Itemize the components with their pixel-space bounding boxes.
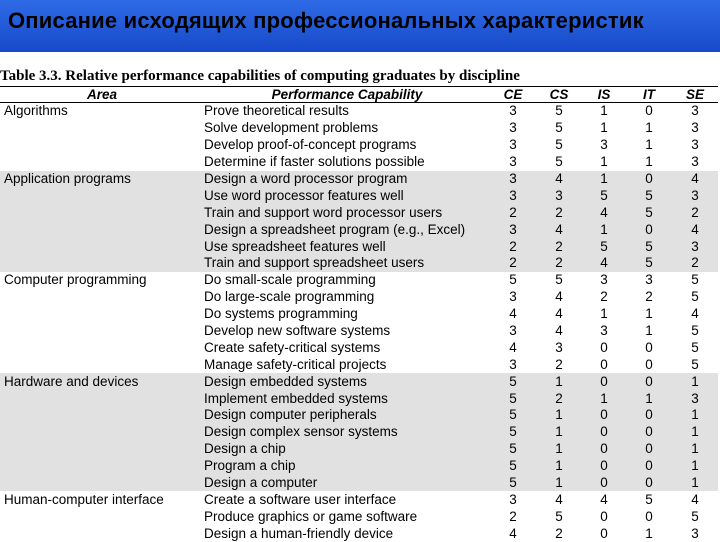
capability-cell: Produce graphics or game software [204, 508, 418, 524]
it-cell: 1 [645, 323, 653, 339]
capability-cell: Manage safety-critical projects [204, 356, 387, 372]
it-cell: 1 [645, 306, 653, 322]
ce-cell: 5 [490, 475, 536, 492]
is-cell: 0 [600, 525, 608, 541]
header-area: Area [0, 87, 200, 103]
capability-cell: Use word processor features well [200, 187, 490, 204]
header-row [0, 87, 718, 103]
cs-cell: 5 [555, 120, 563, 136]
area-cell [0, 339, 200, 356]
is-cell: 1 [582, 171, 626, 188]
cs-cell: 1 [536, 458, 582, 475]
is-cell: 3 [600, 137, 608, 153]
cs-cell: 4 [555, 289, 563, 305]
it-cell: 5 [645, 491, 653, 507]
area-cell [0, 120, 200, 137]
is-cell: 0 [600, 356, 608, 372]
cs-cell: 4 [555, 323, 563, 339]
is-cell: 0 [582, 441, 626, 458]
se-cell: 1 [672, 373, 718, 390]
ce-cell: 3 [509, 491, 517, 507]
se-cell: 1 [672, 458, 718, 475]
ce-cell: 5 [490, 373, 536, 390]
capability-cell: Design computer peripherals [200, 407, 490, 424]
area-cell [0, 187, 200, 204]
it-cell: 1 [645, 154, 653, 170]
se-cell: 4 [691, 306, 699, 322]
table-row [0, 339, 718, 356]
se-cell: 1 [672, 424, 718, 441]
is-cell: 1 [582, 221, 626, 238]
cs-cell: 4 [536, 221, 582, 238]
se-cell: 5 [691, 356, 699, 372]
is-cell: 0 [582, 407, 626, 424]
capability-cell: Do large-scale programming [204, 289, 375, 305]
capability-cell: Do systems programming [204, 306, 358, 322]
area-cell [0, 255, 200, 272]
is-cell: 5 [582, 238, 626, 255]
se-cell: 4 [691, 491, 699, 507]
area-cell [0, 458, 200, 475]
cs-cell: 1 [536, 441, 582, 458]
area-cell [0, 323, 200, 340]
cs-cell: 1 [536, 407, 582, 424]
capability-cell: Design a word processor program [200, 171, 490, 188]
is-cell: 3 [600, 272, 608, 288]
table-row [0, 221, 718, 238]
ce-cell: 2 [490, 238, 536, 255]
se-cell: 3 [691, 120, 699, 136]
cs-cell: 2 [536, 255, 582, 272]
table-row [0, 204, 718, 221]
se-cell: 4 [672, 221, 718, 238]
area-cell: Algorithms [4, 103, 68, 119]
it-cell: 0 [626, 221, 672, 238]
it-cell: 0 [626, 424, 672, 441]
is-cell: 0 [600, 339, 608, 355]
ce-cell: 3 [490, 221, 536, 238]
table-row [0, 458, 718, 475]
ce-cell: 3 [509, 323, 517, 339]
cs-cell: 5 [555, 154, 563, 170]
capability-cell: Create a software user interface [204, 491, 397, 507]
cs-cell: 5 [555, 508, 563, 524]
table-row [0, 154, 718, 171]
ce-cell: 5 [509, 272, 517, 288]
area-cell [0, 475, 200, 492]
table-row [0, 508, 718, 525]
se-cell: 5 [691, 272, 699, 288]
capability-cell: Develop proof-of-concept programs [204, 137, 417, 153]
area-cell [0, 238, 200, 255]
is-cell: 0 [582, 424, 626, 441]
ce-cell: 3 [509, 137, 517, 153]
area-cell [0, 306, 200, 323]
capability-cell: Program a chip [200, 458, 490, 475]
table-row [0, 491, 718, 508]
ce-cell: 5 [490, 424, 536, 441]
ce-cell: 3 [509, 356, 517, 372]
se-cell: 3 [691, 525, 699, 541]
it-cell: 5 [626, 187, 672, 204]
slide-title: Описание исходящих профессиональных характеристик [8, 8, 644, 33]
se-cell: 5 [691, 508, 699, 524]
capability-cell: Design a chip [200, 441, 490, 458]
capability-cell: Use spreadsheet features well [200, 238, 490, 255]
ce-cell: 4 [509, 306, 517, 322]
ce-cell: 3 [509, 289, 517, 305]
table-row [0, 306, 718, 323]
area-cell [0, 356, 200, 373]
capability-cell: Do small-scale programming [204, 272, 376, 288]
se-cell: 1 [672, 407, 718, 424]
is-cell: 1 [600, 306, 608, 322]
it-cell: 5 [626, 204, 672, 221]
table-row [0, 323, 718, 340]
is-cell: 1 [600, 103, 608, 119]
cs-cell: 4 [536, 171, 582, 188]
table-row [0, 356, 718, 373]
table-row [0, 137, 718, 154]
se-cell: 3 [672, 187, 718, 204]
header-capability: Performance Capability [200, 87, 490, 103]
is-cell: 0 [582, 373, 626, 390]
area-cell [0, 137, 200, 154]
cs-cell: 4 [555, 491, 563, 507]
it-cell: 0 [645, 508, 653, 524]
is-cell: 3 [600, 323, 608, 339]
ce-cell: 2 [490, 204, 536, 221]
table-row [0, 407, 718, 424]
it-cell: 0 [645, 356, 653, 372]
se-cell: 3 [672, 390, 718, 407]
ce-cell: 2 [509, 508, 517, 524]
ce-cell: 3 [490, 187, 536, 204]
ce-cell: 5 [490, 441, 536, 458]
capabilities-table [0, 87, 718, 542]
it-cell: 2 [645, 289, 653, 305]
it-cell: 0 [626, 475, 672, 492]
cs-cell: 1 [536, 475, 582, 492]
is-cell: 4 [582, 204, 626, 221]
is-cell: 0 [600, 508, 608, 524]
ce-cell: 3 [509, 154, 517, 170]
area-cell [0, 390, 200, 407]
table-row [0, 171, 718, 188]
table-row [0, 373, 718, 390]
capability-cell: Train and support spreadsheet users [200, 255, 490, 272]
it-cell: 1 [645, 137, 653, 153]
title-bar [0, 0, 720, 52]
is-cell: 5 [582, 187, 626, 204]
se-cell: 5 [691, 339, 699, 355]
header-cs: CS [536, 87, 582, 103]
capability-cell: Design a computer [200, 475, 490, 492]
area-cell [0, 525, 200, 542]
table-row [0, 390, 718, 407]
table-container [0, 87, 720, 542]
se-cell: 3 [672, 238, 718, 255]
ce-cell: 4 [509, 339, 517, 355]
header-it: IT [626, 87, 672, 103]
is-cell: 1 [600, 154, 608, 170]
it-cell: 0 [626, 441, 672, 458]
table-row [0, 272, 718, 289]
area-cell [0, 407, 200, 424]
area-cell [0, 154, 200, 171]
cs-cell: 1 [536, 373, 582, 390]
area-cell: Application programs [0, 171, 200, 188]
it-cell: 0 [626, 407, 672, 424]
is-cell: 2 [600, 289, 608, 305]
is-cell: 1 [582, 390, 626, 407]
ce-cell: 2 [490, 255, 536, 272]
se-cell: 5 [691, 289, 699, 305]
table-row [0, 120, 718, 137]
ce-cell: 3 [509, 103, 517, 119]
table-row [0, 103, 718, 120]
is-cell: 0 [582, 475, 626, 492]
area-cell: Human-computer interface [4, 491, 164, 507]
it-cell: 3 [645, 272, 653, 288]
se-cell: 2 [672, 204, 718, 221]
it-cell: 1 [645, 525, 653, 541]
se-cell: 1 [672, 475, 718, 492]
cs-cell: 5 [555, 137, 563, 153]
capability-cell: Design embedded systems [200, 373, 490, 390]
it-cell: 0 [626, 171, 672, 188]
capability-cell: Train and support word processor users [200, 204, 490, 221]
capability-cell: Implement embedded systems [200, 390, 490, 407]
capability-cell: Design a human-friendly device [204, 525, 394, 541]
capability-cell: Prove theoretical results [204, 103, 349, 119]
ce-cell: 4 [509, 525, 517, 541]
capability-cell: Develop new software systems [204, 323, 391, 339]
cs-cell: 2 [536, 238, 582, 255]
table-row [0, 187, 718, 204]
capability-cell: Solve development problems [204, 120, 379, 136]
table-row [0, 525, 718, 542]
capability-cell: Design a spreadsheet program (e.g., Excel) [200, 221, 490, 238]
header-is: IS [582, 87, 626, 103]
cs-cell: 5 [555, 272, 563, 288]
area-cell [0, 424, 200, 441]
area-cell [0, 204, 200, 221]
ce-cell: 5 [490, 390, 536, 407]
cs-cell: 5 [555, 103, 563, 119]
se-cell: 2 [672, 255, 718, 272]
is-cell: 4 [600, 491, 608, 507]
area-cell [0, 221, 200, 238]
cs-cell: 2 [555, 356, 563, 372]
it-cell: 0 [626, 373, 672, 390]
cs-cell: 3 [536, 187, 582, 204]
it-cell: 0 [626, 458, 672, 475]
table-caption: Table 3.3. Relative performance capabilities of computing graduates by discipline [0, 68, 520, 84]
header-ce: CE [490, 87, 536, 103]
cs-cell: 1 [536, 424, 582, 441]
ce-cell: 5 [490, 407, 536, 424]
is-cell: 4 [582, 255, 626, 272]
se-cell: 5 [691, 323, 699, 339]
is-cell: 1 [600, 120, 608, 136]
header-se: SE [672, 87, 718, 103]
it-cell: 5 [626, 238, 672, 255]
se-cell: 4 [672, 171, 718, 188]
capability-cell: Create safety-critical systems [204, 339, 381, 355]
area-cell [0, 441, 200, 458]
area-cell: Hardware and devices [0, 373, 200, 390]
table-row [0, 475, 718, 492]
se-cell: 3 [691, 137, 699, 153]
ce-cell: 5 [490, 458, 536, 475]
se-cell: 3 [691, 103, 699, 119]
cs-cell: 2 [536, 390, 582, 407]
table-row [0, 441, 718, 458]
table-row [0, 238, 718, 255]
table-row [0, 289, 718, 306]
capability-cell: Design complex sensor systems [200, 424, 490, 441]
it-cell: 1 [645, 120, 653, 136]
it-cell: 5 [626, 255, 672, 272]
cs-cell: 4 [555, 306, 563, 322]
capability-cell: Determine if faster solutions possible [204, 154, 425, 170]
area-cell: Computer programming [4, 272, 147, 288]
area-cell [0, 508, 200, 525]
is-cell: 0 [582, 458, 626, 475]
ce-cell: 3 [509, 120, 517, 136]
se-cell: 3 [691, 154, 699, 170]
it-cell: 0 [645, 103, 653, 119]
se-cell: 1 [672, 441, 718, 458]
area-cell [0, 289, 200, 306]
cs-cell: 2 [555, 525, 563, 541]
it-cell: 0 [645, 339, 653, 355]
it-cell: 1 [626, 390, 672, 407]
ce-cell: 3 [490, 171, 536, 188]
cs-cell: 2 [536, 204, 582, 221]
cs-cell: 3 [555, 339, 563, 355]
table-row [0, 424, 718, 441]
table-row [0, 255, 718, 272]
